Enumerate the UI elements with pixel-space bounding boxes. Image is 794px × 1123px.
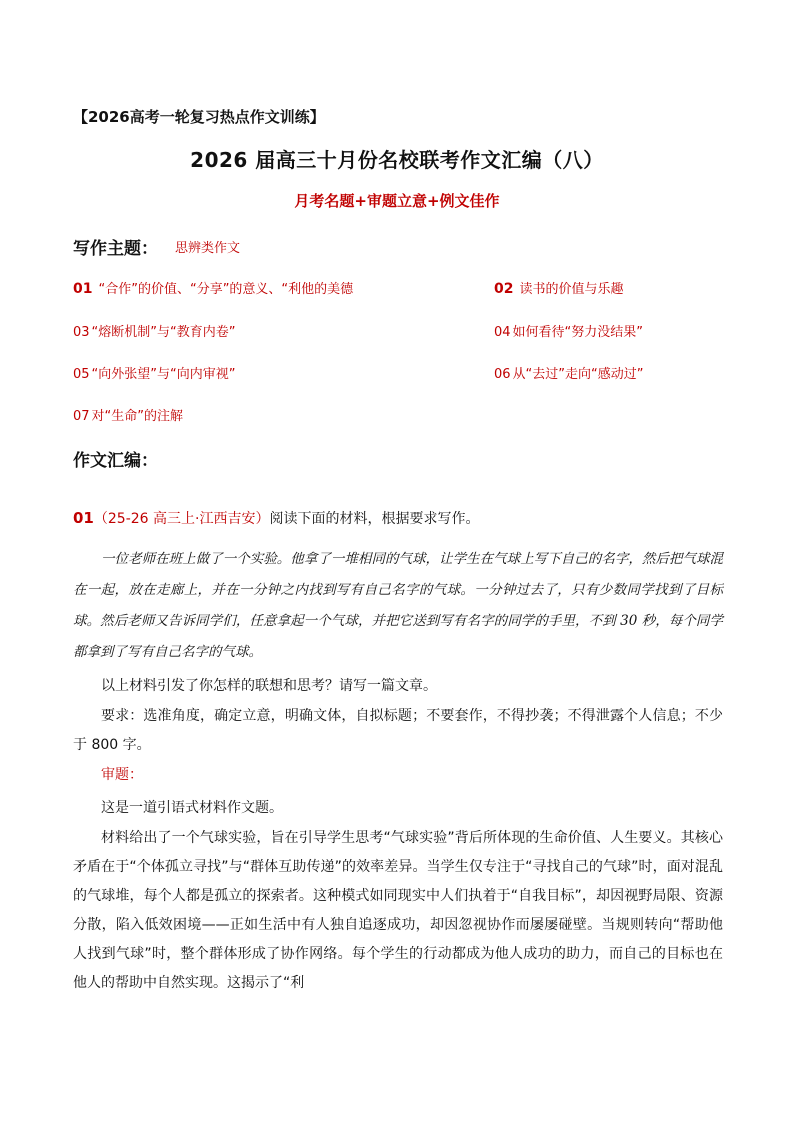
- essay-requirement: 要求：选准角度，确定立意，明确文体，自拟标题；不要套作，不得抄袭；不得泄露个人信息；不少于 800 字。: [73, 708, 723, 753]
- topic-item-03[interactable]: [73, 321, 236, 340]
- topic-number: 01: [73, 281, 93, 297]
- topic-text: 对“生命”的注解: [91, 409, 184, 424]
- topic-number: 04: [494, 325, 511, 340]
- topic-item-05[interactable]: [73, 363, 236, 382]
- topic-text: “熔断机制”与“教育内卷”: [91, 325, 236, 340]
- topic-number: 03: [73, 325, 90, 340]
- topic-text: 如何看待“努力没结果”: [512, 325, 644, 340]
- topic-item-06[interactable]: [494, 363, 644, 382]
- essay-type-line: 这是一道引语式材料作文题。: [101, 800, 283, 816]
- essay-analysis: 材料给出了一个气球实验，旨在引导学生思考“气球实验”背后所体现的生命价值、人生要义。其核心矛盾在于“个体孤立寻找”与“群体互助传递”的效率差异。当学生仅专注于“寻找自己的气球”时，面对混乱的气球堆，每个人都是孤立的探索者。这种模式如同现实中人们执着于“自我目标”，却因视野局限、资源分散，陷入低效困境——正如生活中有人独自追逐成功，却因忽视协作而屡屡碰壁。当规则转向“帮助他人找到气球”时，整个群体形成了协作网络。每个学生的行动都成为他人成功的助力，而自己的目标也在他人的帮助中自然实现。这揭示了“利: [73, 830, 723, 991]
- page-title: 2026 届高三十月份名校联考作文汇编（八）: [190, 148, 604, 172]
- essay-material: 一位老师在班上做了一个实验。他拿了一堆相同的气球，让学生在气球上写下自己的名字，然后把气球混在一起，放在走廊上，并在一分钟之内找到写有自己名字的气球。一分钟过去了，只有少数同学找到了目标球。然后老师又告诉同学们，任意拿起一个气球，并把它送到写有名字的同学的手里，不到 30 秒，每个同学都拿到了写有自己名字的气球。: [73, 551, 723, 660]
- topic-item-04[interactable]: [494, 321, 643, 340]
- topic-number: 06: [494, 367, 511, 382]
- topic-item-07[interactable]: [73, 405, 183, 424]
- writing-topic-heading: 写作主题：: [73, 239, 158, 259]
- topic-item-02[interactable]: [494, 278, 624, 297]
- topic-text: 读书的价值与乐趣: [519, 282, 624, 297]
- analysis-label: 审题：: [101, 767, 143, 783]
- topic-number: 02: [494, 281, 514, 297]
- topic-number: 05: [73, 367, 90, 382]
- essay-number: 01: [73, 509, 94, 527]
- page-subtitle: 月考名题+审题立意+例文佳作: [294, 192, 500, 210]
- topic-item-01[interactable]: [73, 278, 353, 297]
- writing-topic-category: 思辨类作文: [175, 241, 241, 256]
- series-label: 【2026高考一轮复习热点作文训练】: [73, 108, 325, 126]
- topic-number: 07: [73, 409, 90, 424]
- topic-text: “向外张望”与“向内审视”: [91, 367, 236, 382]
- topic-text: “合作”的价值、“分享”的意义、“利他的美德: [98, 282, 354, 297]
- collection-heading: 作文汇编：: [73, 451, 158, 471]
- essay-question: 以上材料引发了你怎样的联想和思考？请写一篇文章。: [101, 678, 437, 694]
- essay-header: [73, 508, 479, 528]
- essay-source: （25-26 高三上·江西吉安）: [93, 511, 270, 527]
- topic-text: 从“去过”走向“感动过”: [512, 367, 644, 382]
- essay-prompt: 阅读下面的材料，根据要求写作。: [269, 511, 480, 527]
